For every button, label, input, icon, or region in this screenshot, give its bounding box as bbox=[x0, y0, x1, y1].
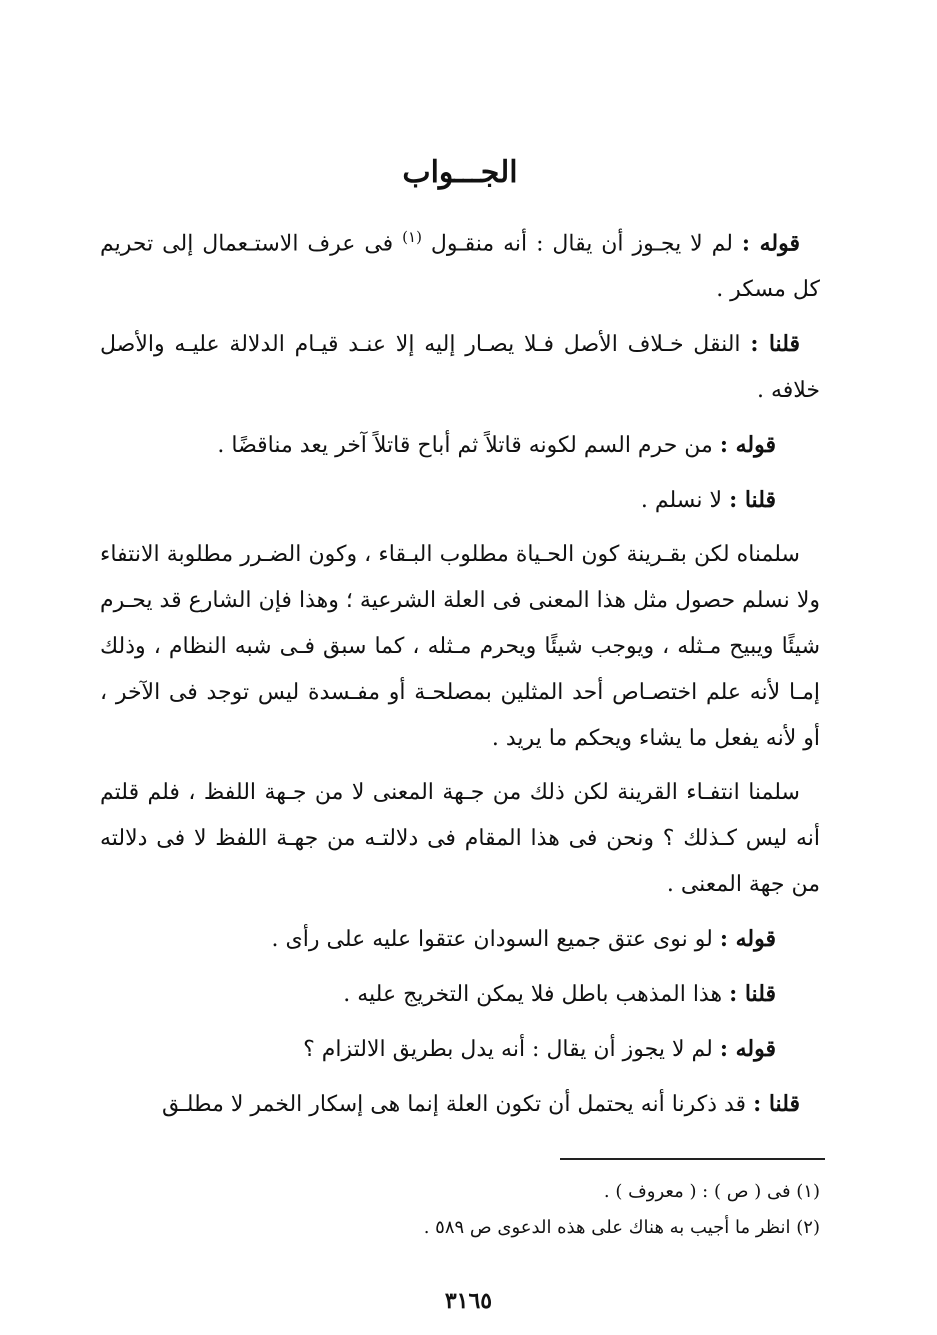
paragraph-lead: قوله : bbox=[719, 432, 776, 459]
page-number: ٣١٦٥ bbox=[444, 1288, 493, 1314]
paragraph-lead: قلنا : bbox=[729, 981, 776, 1008]
paragraph-lead: قوله : bbox=[719, 1036, 776, 1063]
footnote-divider bbox=[560, 1158, 825, 1160]
paragraph-lead: قلنا : bbox=[750, 331, 800, 358]
paragraph-text: من حرم السم لكونه قاتلاً ثم أباح قاتلاً آخر يعد مناقضًا . bbox=[217, 433, 720, 459]
paragraph-text: قد ذكرنا أنه يحتمل أن تكون العلة إنما هى إسكار الخمر لا مطلـق bbox=[161, 1092, 754, 1118]
paragraph-9 bbox=[100, 1026, 820, 1073]
paragraph-text: النقل خـلاف الأصل فـلا يصـار إليه إلا عنـد قيـام الدلالة عليـه والأصل خلافه . bbox=[100, 332, 820, 404]
footnotes bbox=[100, 1174, 820, 1246]
footnote-1: (١) فى ( ص ) : ( معروف ) . bbox=[603, 1181, 820, 1202]
paragraph-text: لو نوى عتق جميع السودان عتقوا عليه على رأى . bbox=[271, 927, 720, 953]
paragraph-text: هذا المذهب باطل فلا يمكن التخريج عليه . bbox=[343, 982, 730, 1008]
paragraph-3 bbox=[100, 422, 820, 469]
footnote-marker: (١) bbox=[402, 228, 422, 246]
paragraph-10 bbox=[100, 1081, 820, 1128]
paragraph-text: سلمناه لكن بقـرينة كون الحـياة مطلوب البـقاء ، وكون الضـرر مطلوبة الانتفاء ولا نسلم حصول مثل هذا المعنى فى العلة الشرعية ؛ وهذا فإن الشارع قد يحـرم شيئًا ويبيح مـثله ، ويوجب شيئًا ويحرم مـثله ، كما سبق فـى شبه النظام ، وذلك إمـا لأنه علم اختصـاص أحد المثلين بمصلحـة أو مفـسدة ليس توجد فى الآخر ، أو لأنه يفعل ما يشاء ويحكم ما يريد . bbox=[100, 542, 820, 752]
paragraph-1 bbox=[100, 214, 820, 313]
paragraph-lead: قلنا : bbox=[753, 1091, 800, 1118]
paragraph-6 bbox=[100, 770, 820, 908]
paragraph-8 bbox=[100, 971, 820, 1018]
paragraph-4 bbox=[100, 477, 820, 524]
paragraph-text: لم لا يجـوز أن يقال : أنه منقـول bbox=[421, 231, 742, 257]
paragraph-text: لم لا يجوز أن يقال : أنه يدل بطريق الالتزام ؟ bbox=[303, 1037, 720, 1063]
paragraph-lead: قوله : bbox=[719, 926, 776, 953]
paragraph-7 bbox=[100, 916, 820, 963]
paragraph-lead: قلنا : bbox=[729, 487, 776, 514]
paragraph-text: سلمنا انتفـاء القرينة لكن ذلك من جـهة المعنى لا من جـهة اللفظ ، فلم قلتم أنه ليس كـذلك ؟ ونحن فى هذا المقام فى دلالتـه من جهـة اللفظ لا فى دلالته من جهة المعنى . bbox=[100, 780, 820, 898]
paragraph-text-cont: فى عرف الاستـعمال إلى تحريم كل مسكر . bbox=[100, 231, 820, 303]
page-body bbox=[100, 150, 820, 1136]
paragraph-2 bbox=[100, 321, 820, 414]
footnote-2: (٢) انظر ما أجيب به هناك على هذه الدعوى ص ٥٨٩ . bbox=[423, 1217, 820, 1238]
paragraph-lead: قوله : bbox=[741, 230, 800, 257]
paragraph-text: لا نسلم . bbox=[640, 488, 730, 514]
paragraph-5 bbox=[100, 532, 820, 762]
section-heading: الجـــواب bbox=[402, 155, 518, 190]
